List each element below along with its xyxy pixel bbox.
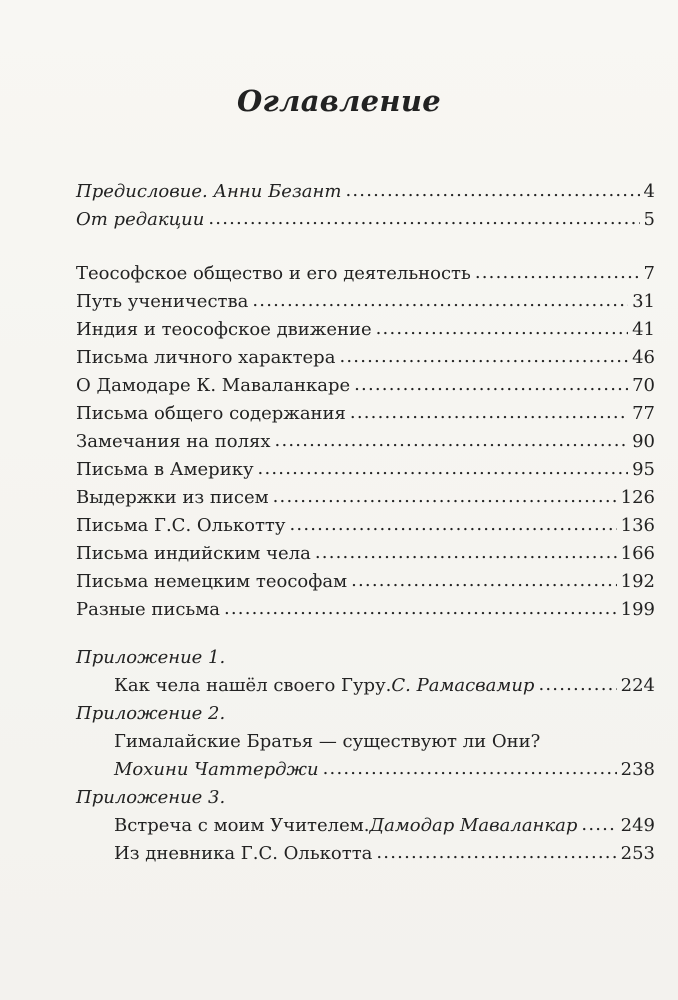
toc-entry-label: Письма в Америку [76, 459, 254, 480]
toc-entry-label: Гималайские Братья — существуют ли Они? [114, 731, 541, 752]
toc-entry [76, 456, 655, 484]
toc-entry [76, 206, 655, 234]
dot-leader [323, 755, 617, 783]
toc-entry [76, 484, 655, 512]
toc-entry-page: 41 [632, 319, 655, 340]
toc-entry-page: 166 [620, 543, 655, 564]
toc-entry-label: Разные письма [76, 599, 220, 620]
toc-entry-page: 249 [620, 815, 655, 836]
toc-entry-page: 77 [632, 403, 655, 424]
toc-entry-page: 7 [643, 263, 655, 284]
toc-entry-page: 224 [620, 675, 655, 696]
toc-entry [76, 568, 655, 596]
toc-entry-page: 238 [620, 759, 655, 780]
dot-leader [275, 427, 629, 455]
toc-entry [76, 178, 655, 206]
dot-leader [538, 671, 616, 699]
toc-entry [76, 428, 655, 456]
dot-leader [475, 259, 640, 287]
dot-leader [315, 539, 617, 567]
toc-entry-page: 5 [643, 209, 655, 230]
toc-entry-page: 199 [620, 599, 655, 620]
toc-entry [76, 316, 655, 344]
toc-entry-author: Дамодар Маваланкар [369, 815, 578, 836]
toc-entry-label: Предисловие. Анни Безант [76, 181, 342, 202]
toc-entry-label: Путь ученичества [76, 291, 249, 312]
toc-chapters [76, 260, 655, 624]
toc-appendices [76, 644, 655, 868]
dot-leader [581, 811, 616, 839]
dot-leader [350, 399, 628, 427]
appendix-title: Приложение 3. [76, 787, 226, 808]
dot-leader [376, 839, 616, 867]
toc-entry-label: Письма немецким теософам [76, 571, 348, 592]
appendix-title: Приложение 1. [76, 647, 226, 668]
dot-leader [339, 343, 628, 371]
toc-entry-author: Мохини Чаттерджи [114, 759, 319, 780]
page-title: Оглавление [237, 84, 441, 118]
toc-entry-label: Письма Г.С. Олькотту [76, 515, 286, 536]
dot-leader [345, 177, 639, 205]
toc-entry [76, 344, 655, 372]
toc-entry [76, 812, 655, 840]
toc-entry-page: 31 [632, 291, 655, 312]
toc-entry [76, 372, 655, 400]
toc-entry-author: С. Рамасвамир [391, 675, 535, 696]
toc-entry-page: 90 [632, 431, 655, 452]
toc-entry-page: 253 [620, 843, 655, 864]
dot-leader [224, 595, 617, 623]
toc-entry-page: 70 [632, 375, 655, 396]
toc-entry [76, 728, 655, 756]
toc-entry [76, 288, 655, 316]
toc-entry [76, 756, 655, 784]
toc-entry [76, 540, 655, 568]
dot-leader [351, 567, 617, 595]
toc-entry-label: Как чела нашёл своего Гуру. [114, 675, 392, 696]
toc-entry [76, 596, 655, 624]
toc-entry-label: Встреча с моим Учителем. [114, 815, 370, 836]
toc-entry [76, 260, 655, 288]
toc-entry-page: 192 [620, 571, 655, 592]
dot-leader [208, 205, 639, 233]
toc-entry-label: Письма общего содержания [76, 403, 346, 424]
dot-leader [258, 455, 629, 483]
toc-entry-page: 95 [632, 459, 655, 480]
toc-front-matter [76, 178, 655, 234]
appendix-title: Приложение 2. [76, 703, 226, 724]
toc-entry-label: От редакции [76, 209, 205, 230]
dot-leader [376, 315, 628, 343]
toc-entry [76, 512, 655, 540]
toc-entry-page: 4 [643, 181, 655, 202]
toc-entry [76, 840, 655, 868]
toc-entry [76, 672, 655, 700]
toc-entry-page: 136 [620, 515, 655, 536]
toc-entry-label: Теософское общество и его деятельность [76, 263, 471, 284]
toc-entry-page: 46 [632, 347, 655, 368]
toc-entry-label: Письма личного характера [76, 347, 336, 368]
dot-leader [289, 511, 616, 539]
toc-entry-label: Письма индийским чела [76, 543, 311, 564]
toc-entry-label: О Дамодаре К. Маваланкаре [76, 375, 351, 396]
toc-entry-label: Замечания на полях [76, 431, 271, 452]
toc-entry-label: Из дневника Г.С. Олькотта [114, 843, 373, 864]
toc-entry-label: Выдержки из писем [76, 487, 269, 508]
dot-leader [273, 483, 617, 511]
dot-leader [354, 371, 628, 399]
toc-entry-page: 126 [620, 487, 655, 508]
dot-leader [252, 287, 628, 315]
toc-entry [76, 400, 655, 428]
toc-entry-label: Индия и теософское движение [76, 319, 372, 340]
